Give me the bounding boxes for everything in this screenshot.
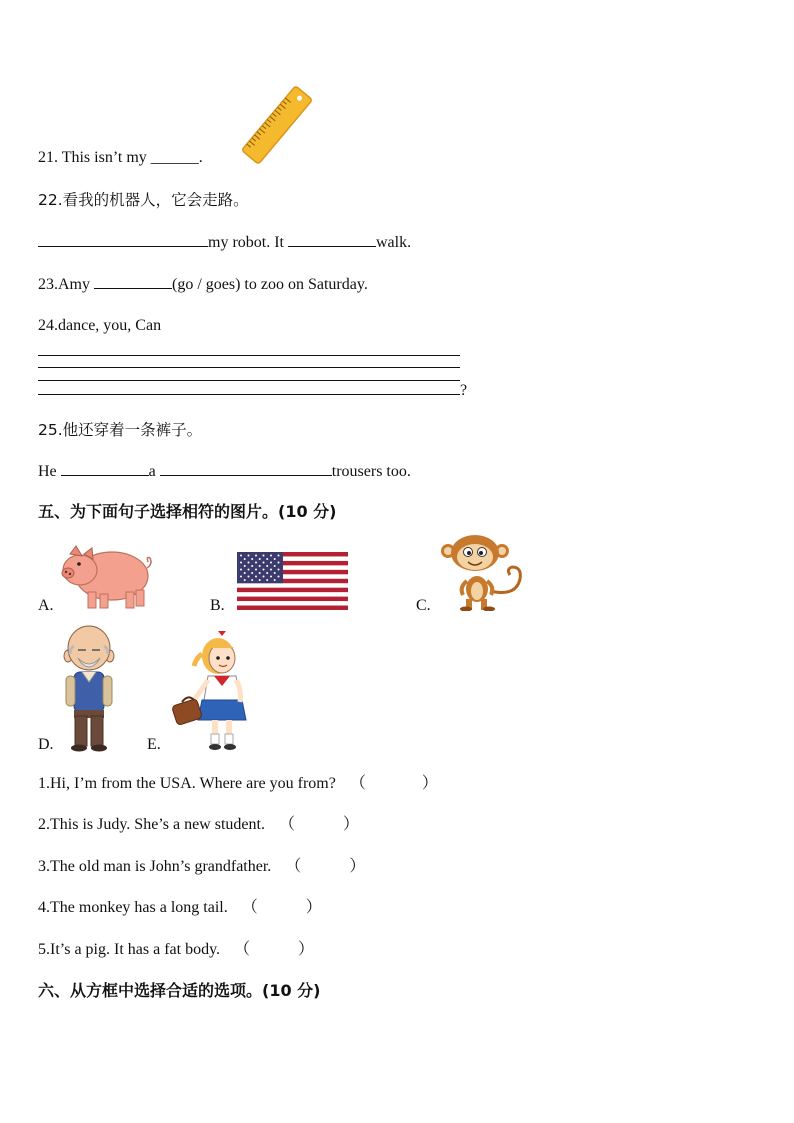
answer-paren-open: （ [241,899,258,916]
question-text: 4.The monkey has a long tail. [38,899,228,916]
section-6-heading: 六、从方框中选择合适的选项。(10 分) [38,981,321,1000]
answer-paren-close: ） [305,899,322,916]
question-21 [38,148,203,168]
sentence-text: Amy [58,276,94,293]
girl-student-icon [170,630,250,752]
option-e-label: E. [147,736,161,753]
question-24 [38,316,161,336]
answer-paren-open: （ [234,941,251,958]
answer-blank[interactable] [61,461,149,476]
question-number: 25. [38,421,63,439]
question-number: 24. [38,317,58,334]
answer-paren-open: （ [349,775,366,792]
answer-paren-open: （ [278,816,295,833]
matching-question-1 [38,774,438,794]
answer-blank[interactable] [38,232,208,247]
option-c-label: C. [416,597,431,614]
answer-line[interactable] [38,367,460,368]
matching-question-4 [38,898,322,918]
sentence-text: (go / goes) to zoo on Saturday. [172,276,368,293]
answer-line[interactable] [38,380,460,381]
answer-blank[interactable]: ______ [150,149,199,166]
answer-paren-close: ） [349,858,366,875]
question-25-prompt [38,420,202,440]
old-man-icon [60,624,118,752]
sentence-text: walk. [376,234,412,251]
answer-paren-open: （ [285,858,302,875]
question-text: 1.Hi, I’m from the USA. Where are you from? [38,775,336,792]
option-a-label: A. [38,597,54,614]
word-list: dance, you, Can [58,317,162,334]
answer-paren-close: ） [342,816,359,833]
question-text: 他还穿着一条裤子。 [62,421,203,439]
option-b-label: B. [210,597,225,614]
question-text: 5.It’s a pig. It has a fat body. [38,941,221,958]
question-22-prompt [38,190,249,210]
sentence-text: my robot. It [208,234,288,251]
usa-flag-icon [237,552,348,610]
question-text: 看我的机器人，它会走路。 [62,191,249,209]
answer-paren-close: ） [421,775,438,792]
section-5-heading: 五、为下面句子选择相符的图片。(10 分) [38,502,337,521]
question-text: 2.This is Judy. She’s a new student. [38,816,265,833]
answer-line[interactable] [38,355,460,356]
sentence-text: trousers too. [331,463,411,480]
question-22-answer [38,232,411,253]
sentence-text: He [38,463,61,480]
answer-paren-close: ） [298,941,315,958]
question-25-answer [38,461,411,482]
pig-icon [60,542,154,612]
answer-line[interactable] [38,394,460,395]
answer-blank[interactable] [94,274,172,289]
matching-question-3 [38,857,365,877]
monkey-icon [440,535,528,611]
question-text: 3.The old man is John’s grandfather. [38,858,272,875]
answer-blank[interactable] [160,461,332,476]
matching-question-2 [38,815,359,835]
sentence-text: a [148,463,160,480]
ruler-icon [240,84,314,166]
answer-blank[interactable] [288,232,376,247]
option-d-label: D. [38,736,54,753]
question-number: 23. [38,276,58,293]
question-number: 22. [38,191,63,209]
matching-question-5 [38,940,314,960]
question-mark: ? [460,382,468,399]
punctuation: . [198,149,203,166]
question-number: 21 [38,149,54,166]
question-23 [38,274,368,295]
question-text: . This isn’t my [54,149,151,166]
